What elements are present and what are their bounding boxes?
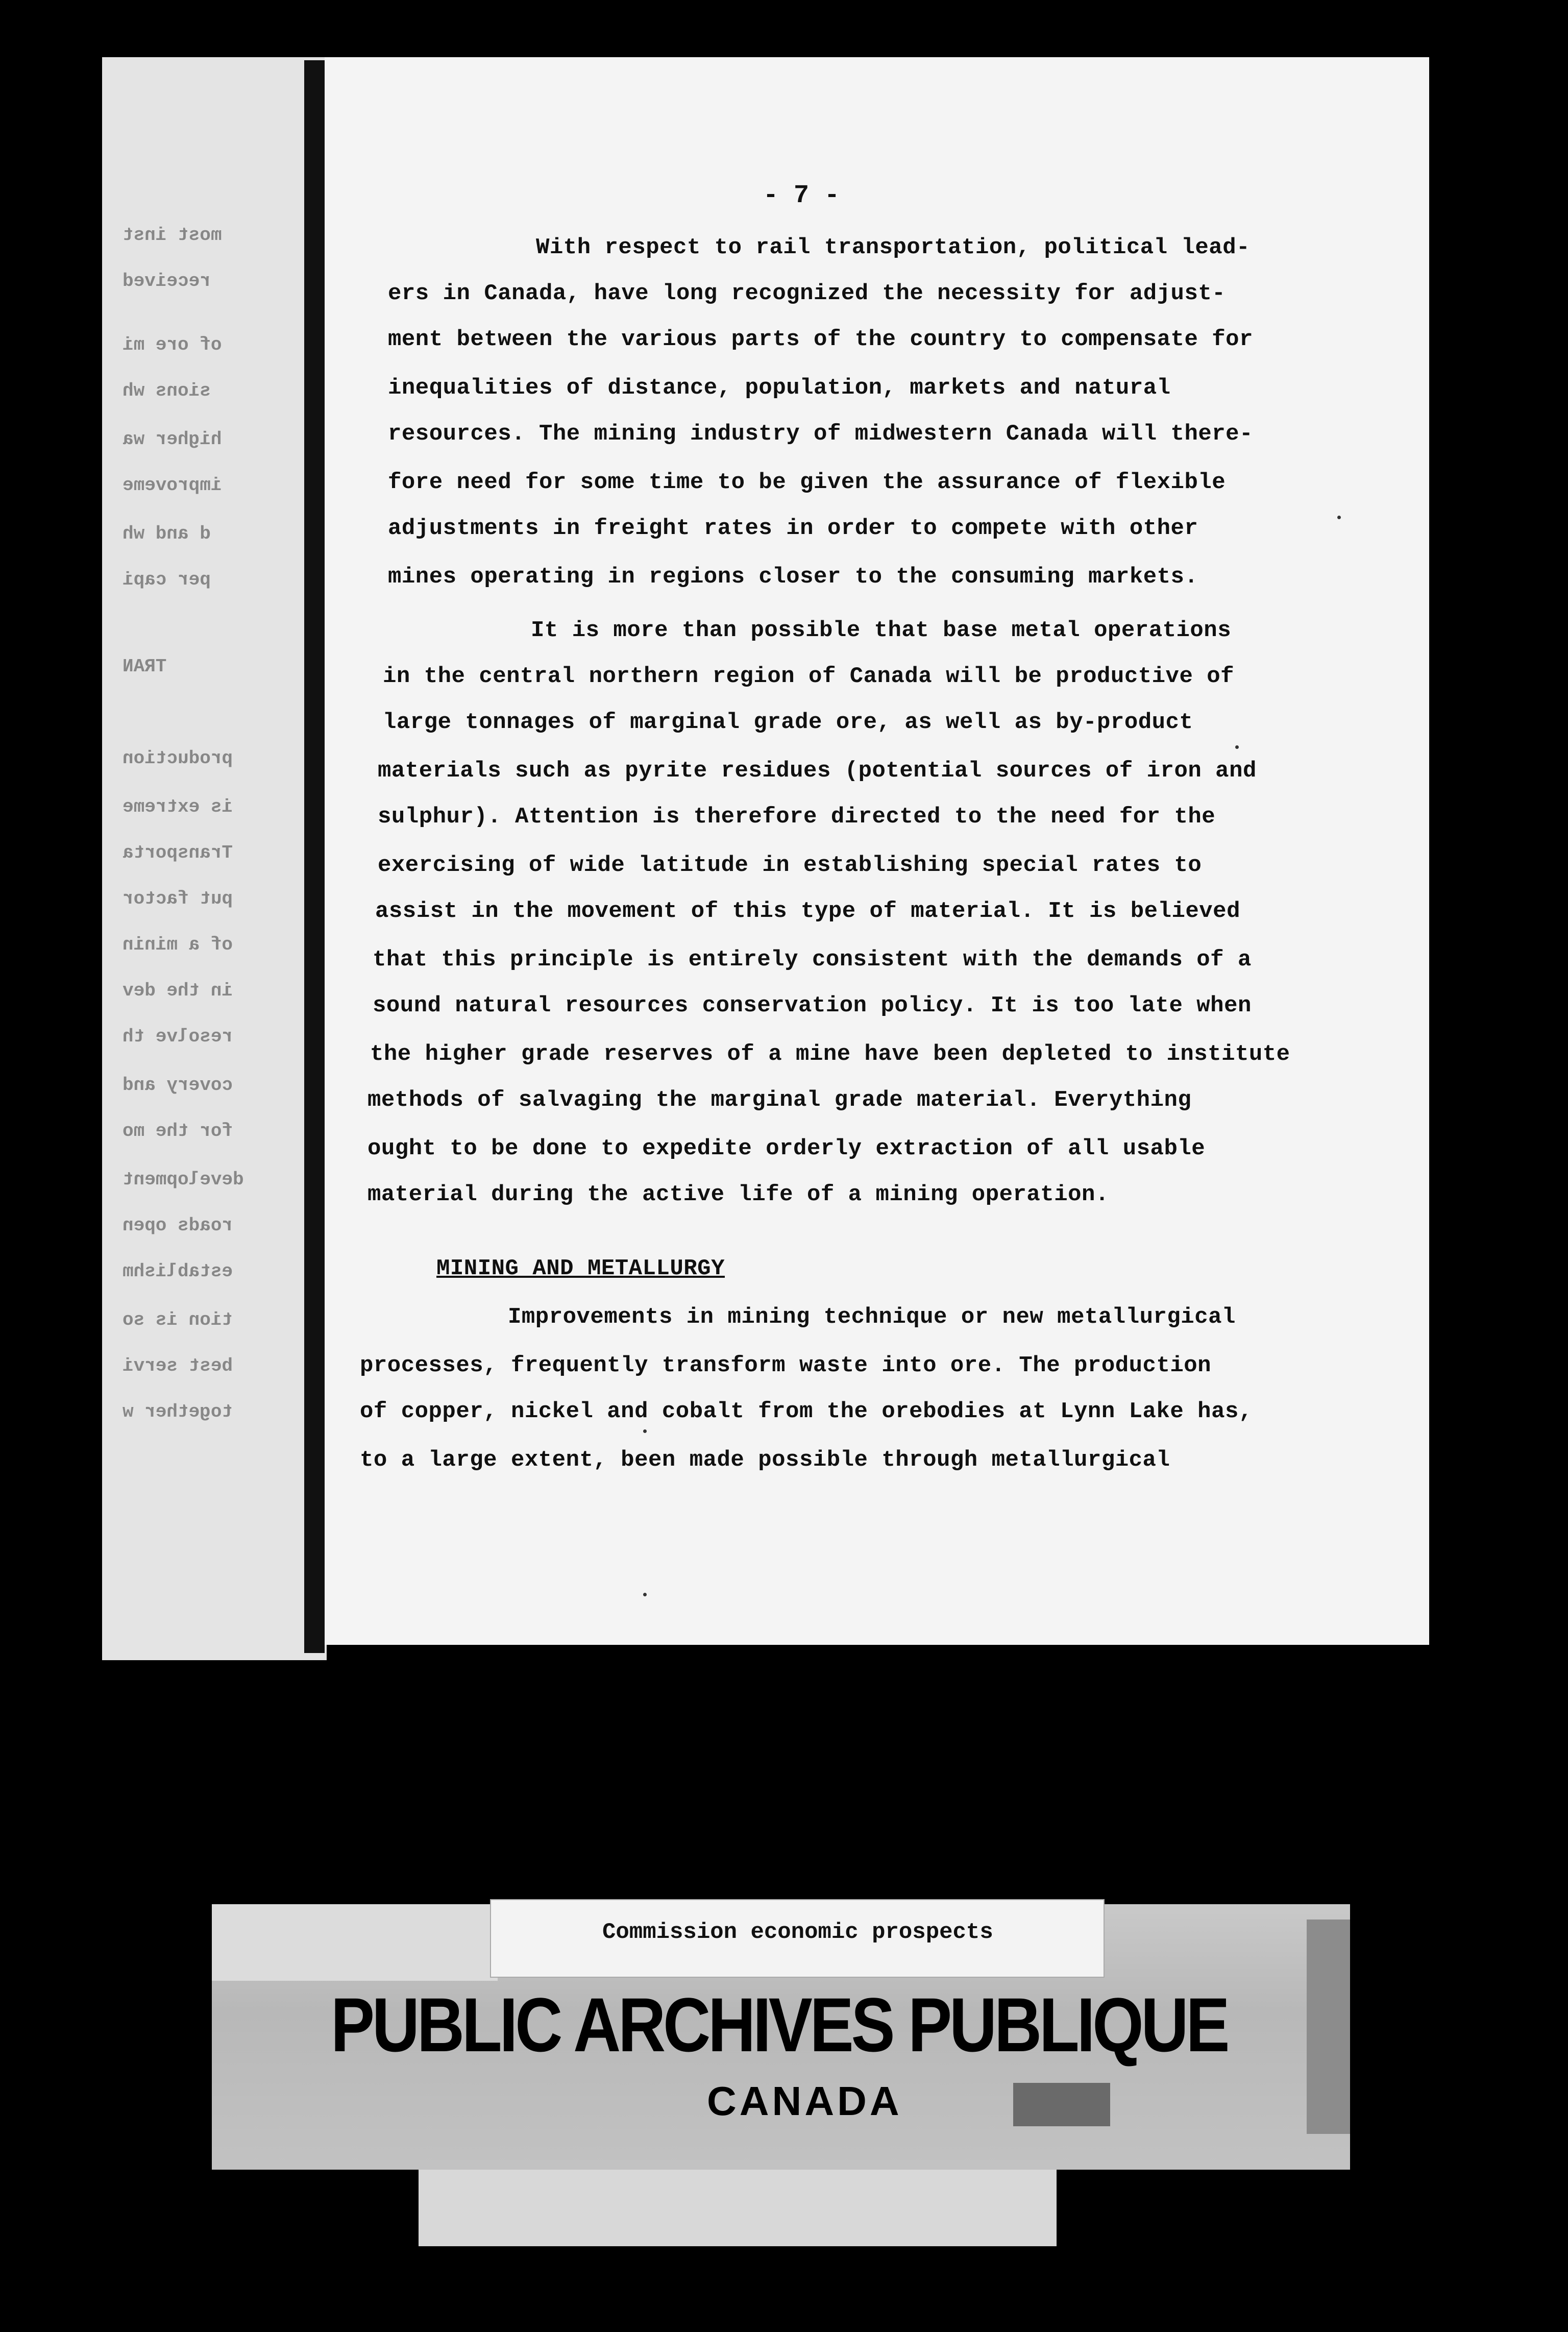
text-line: exercising of wide latitude in establishing special rates to (378, 853, 1202, 878)
text-line: assist in the movement of this type of material. It is believed (375, 898, 1240, 924)
text-line: processes, frequently transform waste into ore. The production (360, 1353, 1212, 1378)
speck (1235, 745, 1239, 749)
section-heading: MINING AND METALLURGY (436, 1256, 725, 1281)
back-page-fragment: is extreme (122, 796, 233, 817)
archive-stamp-shadow (1307, 1920, 1350, 2134)
text-line: ought to be done to expedite orderly extraction of all usable (368, 1136, 1206, 1161)
back-page-fragment: received (122, 271, 211, 292)
back-page-fragment: in the dev (122, 980, 233, 1001)
speck (1337, 516, 1341, 519)
text-line: mines operating in regions closer to the consuming markets. (388, 564, 1198, 590)
text-line: adjustments in freight rates in order to compete with other (388, 516, 1198, 541)
back-page-fragment: production (122, 748, 233, 769)
text-line: methods of salvaging the marginal grade material. Everything (368, 1087, 1192, 1113)
text-line: that this principle is entirely consistent with the demands of a (373, 947, 1252, 973)
archive-stamp-torn-edge (212, 1904, 498, 1981)
text-line: large tonnages of marginal grade ore, as well as by-product (383, 710, 1193, 735)
text-line: of copper, nickel and cobalt from the orebodies at Lynn Lake has, (360, 1399, 1253, 1424)
archive-stamp-lower-strip (419, 2170, 1057, 2246)
text-line: ers in Canada, have long recognized the necessity for adjust- (388, 281, 1226, 306)
archives-subtitle: CANADA (707, 2078, 902, 2124)
back-page-fragment: development (122, 1169, 244, 1190)
text-line: Improvements in mining technique or new metallurgical (508, 1304, 1236, 1330)
back-page-fragment: per capi (122, 569, 211, 590)
text-line: materials such as pyrite residues (potential sources of iron and (378, 758, 1257, 784)
back-page-fragment: roads open (122, 1215, 233, 1236)
text-line: With respect to rail transportation, political lead- (536, 235, 1251, 260)
text-line: in the central northern region of Canada will be productive of (383, 664, 1235, 689)
text-line: It is more than possible that base metal operations (531, 618, 1232, 643)
back-page-fragment: tion is so (122, 1309, 233, 1330)
text-line: sulphur). Attention is therefore directed to the need for the (378, 804, 1216, 830)
text-line: material during the active life of a mining operation. (368, 1182, 1109, 1207)
back-page-fragment: improveme (122, 475, 222, 496)
text-line: the higher grade reserves of a mine have been depleted to institute (370, 1041, 1290, 1067)
speck (643, 1429, 647, 1433)
back-page-fragment: higher wa (122, 429, 222, 450)
back-page-fragment: for the mo (122, 1121, 233, 1141)
page-binding-shadow (304, 60, 325, 1653)
text-line: to a large extent, been made possible through metallurgical (360, 1447, 1170, 1473)
text-line: resources. The mining industry of midwestern Canada will there- (388, 421, 1253, 447)
back-page-fragment: establishm (122, 1261, 233, 1282)
archive-tag-text: Commission economic prospects (602, 1920, 993, 1945)
back-page-fragment: d and wh (122, 523, 211, 544)
speck (643, 1593, 647, 1596)
archive-stamp-dark-patch (1013, 2083, 1110, 2126)
text-line: ment between the various parts of the country to compensate for (388, 327, 1253, 352)
text-line: inequalities of distance, population, markets and natural (388, 375, 1171, 401)
back-page-fragment: put factor (122, 888, 233, 909)
back-page-fragment: resolve th (122, 1026, 233, 1047)
back-page-fragment: of a minin (122, 934, 233, 955)
text-line: sound natural resources conservation policy. It is too late when (373, 993, 1252, 1018)
back-page-fragment: most inst (122, 225, 222, 246)
page-number: - 7 - (763, 181, 840, 210)
archives-title: PUBLIC ARCHIVES PUBLIQUE (331, 1982, 1228, 2068)
back-page-fragment: of ore mi (122, 334, 222, 355)
back-page-fragment: best servi (122, 1355, 233, 1376)
back-page-fragment: covery and (122, 1075, 233, 1096)
back-page-fragment: Transporta (122, 842, 233, 863)
back-page-fragment: TRAN (122, 656, 167, 677)
back-page-fragment: together w (122, 1401, 233, 1422)
back-page-fragment: sions wh (122, 380, 211, 401)
text-line: fore need for some time to be given the assurance of flexible (388, 470, 1226, 495)
